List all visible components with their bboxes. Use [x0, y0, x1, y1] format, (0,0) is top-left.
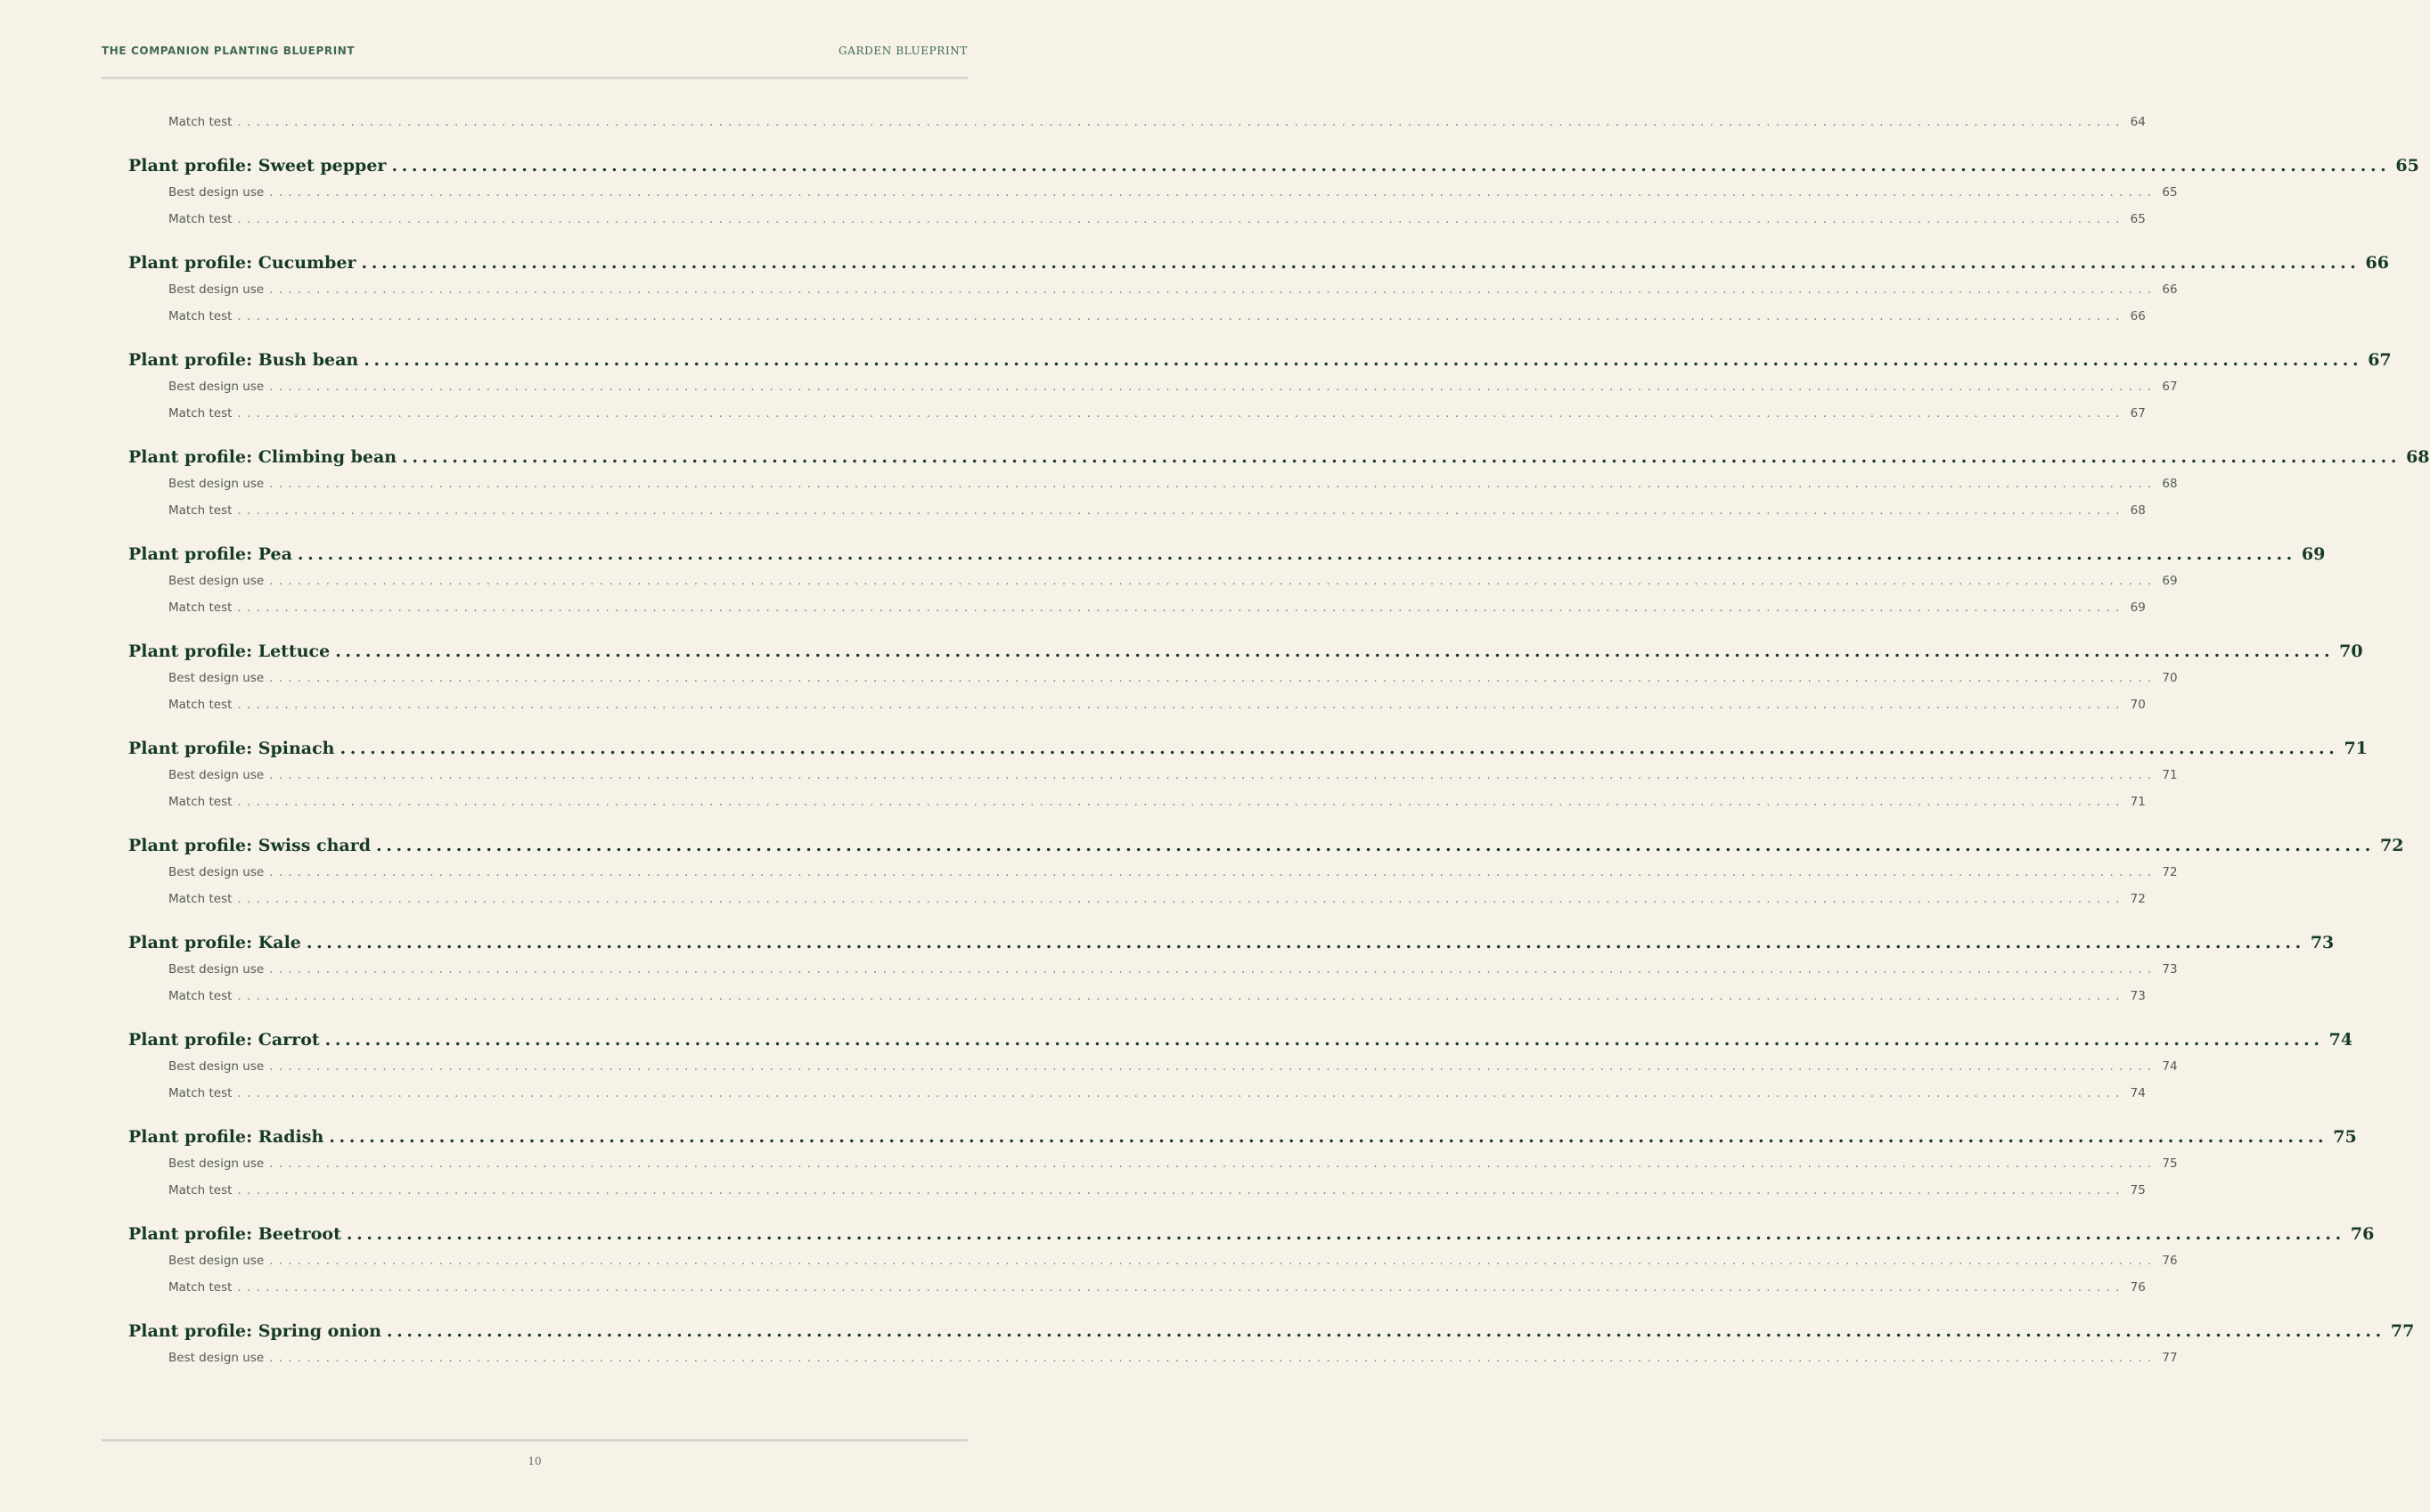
- toc-subentry[interactable]: [128, 497, 2146, 524]
- toc-entry-page: 66: [2162, 282, 2178, 297]
- toc-entry-page: 65: [2395, 156, 2419, 176]
- toc-entry-label: Plant profile: Pea: [128, 544, 292, 564]
- toc-entry-page: 77: [2162, 1351, 2178, 1365]
- toc-entry-page: 69: [2301, 544, 2326, 564]
- toc-subentry[interactable]: [128, 276, 2178, 303]
- toc-subentry[interactable]: [128, 886, 2146, 912]
- toc-entry-label: Match test: [168, 698, 233, 712]
- dot-leader: ........................................................................................................................................................................................................: [269, 768, 2157, 782]
- toc-subentry[interactable]: [128, 179, 2178, 206]
- toc-entry-label: Plant profile: Kale: [128, 933, 301, 952]
- toc-entry-label: Plant profile: Spring onion: [128, 1321, 381, 1341]
- toc-section-entry[interactable]: [128, 1026, 2353, 1053]
- toc-section-entry[interactable]: [128, 832, 2404, 859]
- toc-entry-page: 67: [2130, 406, 2146, 421]
- toc-entry-page: 68: [2162, 477, 2178, 491]
- toc-subentry[interactable]: [128, 762, 2178, 789]
- dot-leader: ........................................................................................................................................................................................................: [269, 1254, 2157, 1268]
- dot-leader: ........................................................................................................................................................................................................: [386, 1321, 2385, 1341]
- toc-section-entry[interactable]: [128, 1124, 2357, 1150]
- section-title: GARDEN BLUEPRINT: [839, 45, 968, 57]
- dot-leader: ........................................................................................................................................................................................................: [391, 156, 2391, 176]
- toc-entry-label: Best design use: [168, 1351, 265, 1365]
- toc-entry-label: Match test: [168, 1280, 233, 1295]
- toc-entry-page: 64: [2130, 115, 2146, 129]
- toc-entry-label: Match test: [168, 115, 233, 129]
- toc-subentry[interactable]: [128, 206, 2146, 233]
- toc-entry-label: Match test: [168, 1183, 233, 1197]
- toc-subentry[interactable]: [128, 1080, 2146, 1107]
- dot-leader: ........................................................................................................................................................................................................: [306, 933, 2305, 952]
- dot-leader: ........................................................................................................................................................................................................: [269, 1156, 2157, 1171]
- toc-entry-page: 68: [2406, 447, 2430, 467]
- toc-entry-page: 69: [2162, 574, 2178, 588]
- dot-leader: ........................................................................................................................................................................................................: [237, 406, 2125, 421]
- toc-entry-page: 70: [2130, 698, 2146, 712]
- toc-entry-page: 72: [2379, 836, 2404, 855]
- toc-entry-label: Plant profile: Swiss chard: [128, 836, 372, 855]
- toc-entry-label: Plant profile: Carrot: [128, 1030, 320, 1050]
- toc-entry-label: Plant profile: Lettuce: [128, 642, 331, 661]
- dot-leader: ........................................................................................................................................................................................................: [297, 544, 2296, 564]
- dot-leader: ........................................................................................................................................................................................................: [237, 989, 2125, 1003]
- dot-leader: ........................................................................................................................................................................................................: [324, 1030, 2324, 1050]
- toc-section-entry[interactable]: [128, 444, 2430, 470]
- toc-section-entry[interactable]: [128, 249, 2389, 276]
- toc-entry-label: Plant profile: Climbing bean: [128, 447, 397, 467]
- toc-entry-page: 69: [2130, 601, 2146, 615]
- toc-entry-page: 70: [2339, 642, 2363, 661]
- dot-leader: ........................................................................................................................................................................................................: [269, 380, 2157, 394]
- toc-entry-label: Best design use: [168, 1059, 265, 1074]
- dot-leader: ........................................................................................................................................................................................................: [269, 1059, 2157, 1074]
- dot-leader: ........................................................................................................................................................................................................: [237, 795, 2125, 809]
- dot-leader: ........................................................................................................................................................................................................: [237, 1280, 2125, 1295]
- toc-entry-page: 71: [2344, 739, 2368, 758]
- toc-entry-page: 72: [2130, 892, 2146, 906]
- toc-entry-label: Best design use: [168, 865, 265, 879]
- toc-section-entry[interactable]: [128, 735, 2368, 762]
- toc-entry-label: Match test: [168, 212, 233, 226]
- dot-leader: ........................................................................................................................................................................................................: [335, 642, 2335, 661]
- toc-section-entry[interactable]: [128, 347, 2392, 373]
- toc-entry-label: Match test: [168, 892, 233, 906]
- toc-section-entry[interactable]: [128, 929, 2335, 956]
- toc-entry-label: Plant profile: Bush bean: [128, 350, 359, 370]
- toc-subentry[interactable]: [128, 1274, 2146, 1301]
- page-number: 10: [528, 1455, 542, 1467]
- toc-entry-label: Plant profile: Cucumber: [128, 253, 356, 273]
- dot-leader: ........................................................................................................................................................................................................: [376, 836, 2375, 855]
- toc-entry-page: 77: [2390, 1321, 2415, 1341]
- toc-subentry[interactable]: [128, 665, 2178, 691]
- dot-leader: ........................................................................................................................................................................................................: [237, 212, 2125, 226]
- toc-entry-label: Match test: [168, 309, 233, 323]
- dot-leader: ........................................................................................................................................................................................................: [237, 601, 2125, 615]
- toc-entry-page: 71: [2130, 795, 2146, 809]
- footer-rule: [102, 1439, 968, 1442]
- dot-leader: ........................................................................................................................................................................................................: [237, 698, 2125, 712]
- toc-entry-page: 73: [2310, 933, 2335, 952]
- dot-leader: ........................................................................................................................................................................................................: [364, 350, 2363, 370]
- toc-section-entry[interactable]: [128, 152, 2419, 179]
- toc-subentry[interactable]: [128, 789, 2146, 815]
- toc-entry-label: Match test: [168, 503, 233, 518]
- dot-leader: ........................................................................................................................................................................................................: [346, 1224, 2345, 1244]
- toc-entry-label: Match test: [168, 601, 233, 615]
- toc-subentry[interactable]: [128, 303, 2146, 330]
- toc-entry-page: 74: [2328, 1030, 2353, 1050]
- toc-entry-label: Plant profile: Spinach: [128, 739, 335, 758]
- toc-entry-label: Match test: [168, 406, 233, 421]
- dot-leader: ........................................................................................................................................................................................................: [269, 185, 2157, 200]
- toc-subentry[interactable]: [128, 594, 2146, 621]
- dot-leader: ........................................................................................................................................................................................................: [402, 447, 2401, 467]
- dot-leader: ........................................................................................................................................................................................................: [237, 115, 2125, 129]
- dot-leader: ........................................................................................................................................................................................................: [269, 574, 2157, 588]
- toc-entry-page: 73: [2130, 989, 2146, 1003]
- toc-entry-page: 66: [2365, 253, 2389, 273]
- toc-entry-label: Best design use: [168, 380, 265, 394]
- toc-entry-label: Match test: [168, 989, 233, 1003]
- toc-section-entry[interactable]: [128, 1318, 2415, 1344]
- toc-entry-page: 74: [2130, 1086, 2146, 1100]
- toc-entry-page: 75: [2130, 1183, 2146, 1197]
- toc-entry-label: Best design use: [168, 185, 265, 200]
- table-of-contents: [128, 109, 2430, 1371]
- toc-entry-label: Plant profile: Beetroot: [128, 1224, 341, 1244]
- toc-entry-label: Match test: [168, 1086, 233, 1100]
- toc-entry-label: Plant profile: Sweet pepper: [128, 156, 387, 176]
- dot-leader: ........................................................................................................................................................................................................: [269, 962, 2157, 977]
- dot-leader: ........................................................................................................................................................................................................: [269, 671, 2157, 685]
- toc-entry-page: 72: [2162, 865, 2178, 879]
- dot-leader: ........................................................................................................................................................................................................: [329, 1127, 2328, 1147]
- toc-subentry[interactable]: [128, 691, 2146, 718]
- toc-entry-page: 74: [2162, 1059, 2178, 1074]
- toc-subentry[interactable]: [128, 470, 2178, 497]
- toc-entry-page: 75: [2333, 1127, 2357, 1147]
- toc-subentry[interactable]: [128, 400, 2146, 427]
- toc-entry-page: 66: [2130, 309, 2146, 323]
- toc-entry-label: Best design use: [168, 768, 265, 782]
- toc-subentry[interactable]: [128, 983, 2146, 1009]
- dot-leader: ........................................................................................................................................................................................................: [269, 1351, 2157, 1365]
- toc-entry-label: Best design use: [168, 962, 265, 977]
- toc-subentry[interactable]: [128, 1247, 2178, 1274]
- toc-section-entry[interactable]: [128, 638, 2363, 665]
- toc-subentry[interactable]: [128, 956, 2178, 983]
- dot-leader: ........................................................................................................................................................................................................: [237, 1183, 2125, 1197]
- toc-entry-page: 68: [2130, 503, 2146, 518]
- toc-entry-page: 67: [2368, 350, 2392, 370]
- toc-entry-page: 76: [2130, 1280, 2146, 1295]
- toc-entry-label: Plant profile: Radish: [128, 1127, 324, 1147]
- toc-entry-page: 75: [2162, 1156, 2178, 1171]
- toc-entry-label: Match test: [168, 795, 233, 809]
- dot-leader: ........................................................................................................................................................................................................: [269, 282, 2157, 297]
- dot-leader: ........................................................................................................................................................................................................: [237, 1086, 2125, 1100]
- toc-subentry[interactable]: [128, 859, 2178, 886]
- toc-subentry[interactable]: [128, 1053, 2178, 1080]
- dot-leader: ........................................................................................................................................................................................................: [237, 309, 2125, 323]
- toc-entry-label: Best design use: [168, 574, 265, 588]
- toc-subentry[interactable]: [128, 1344, 2178, 1371]
- toc-entry-page: 73: [2162, 962, 2178, 977]
- running-header: [102, 45, 968, 79]
- dot-leader: ........................................................................................................................................................................................................: [340, 739, 2339, 758]
- toc-entry-page: 67: [2162, 380, 2178, 394]
- book-title: THE COMPANION PLANTING BLUEPRINT: [102, 45, 356, 57]
- toc-entry-page: 71: [2162, 768, 2178, 782]
- dot-leader: ........................................................................................................................................................................................................: [361, 253, 2360, 273]
- toc-entry-label: Best design use: [168, 282, 265, 297]
- toc-entry-page: 65: [2162, 185, 2178, 200]
- toc-subentry[interactable]: [128, 1177, 2146, 1204]
- toc-entry-label: Best design use: [168, 1156, 265, 1171]
- toc-entry-page: 76: [2162, 1254, 2178, 1268]
- toc-subentry[interactable]: [128, 109, 2146, 135]
- toc-entry-page: 65: [2130, 212, 2146, 226]
- toc-entry-page: 76: [2350, 1224, 2375, 1244]
- toc-subentry[interactable]: [128, 1150, 2178, 1177]
- toc-entry-label: Best design use: [168, 671, 265, 685]
- toc-subentry[interactable]: [128, 568, 2178, 594]
- dot-leader: ........................................................................................................................................................................................................: [269, 477, 2157, 491]
- dot-leader: ........................................................................................................................................................................................................: [269, 865, 2157, 879]
- toc-section-entry[interactable]: [128, 1221, 2375, 1247]
- toc-entry-label: Best design use: [168, 1254, 265, 1268]
- dot-leader: ........................................................................................................................................................................................................: [237, 892, 2125, 906]
- toc-section-entry[interactable]: [128, 541, 2326, 568]
- toc-entry-label: Best design use: [168, 477, 265, 491]
- dot-leader: ........................................................................................................................................................................................................: [237, 503, 2125, 518]
- toc-subentry[interactable]: [128, 373, 2178, 400]
- toc-entry-page: 70: [2162, 671, 2178, 685]
